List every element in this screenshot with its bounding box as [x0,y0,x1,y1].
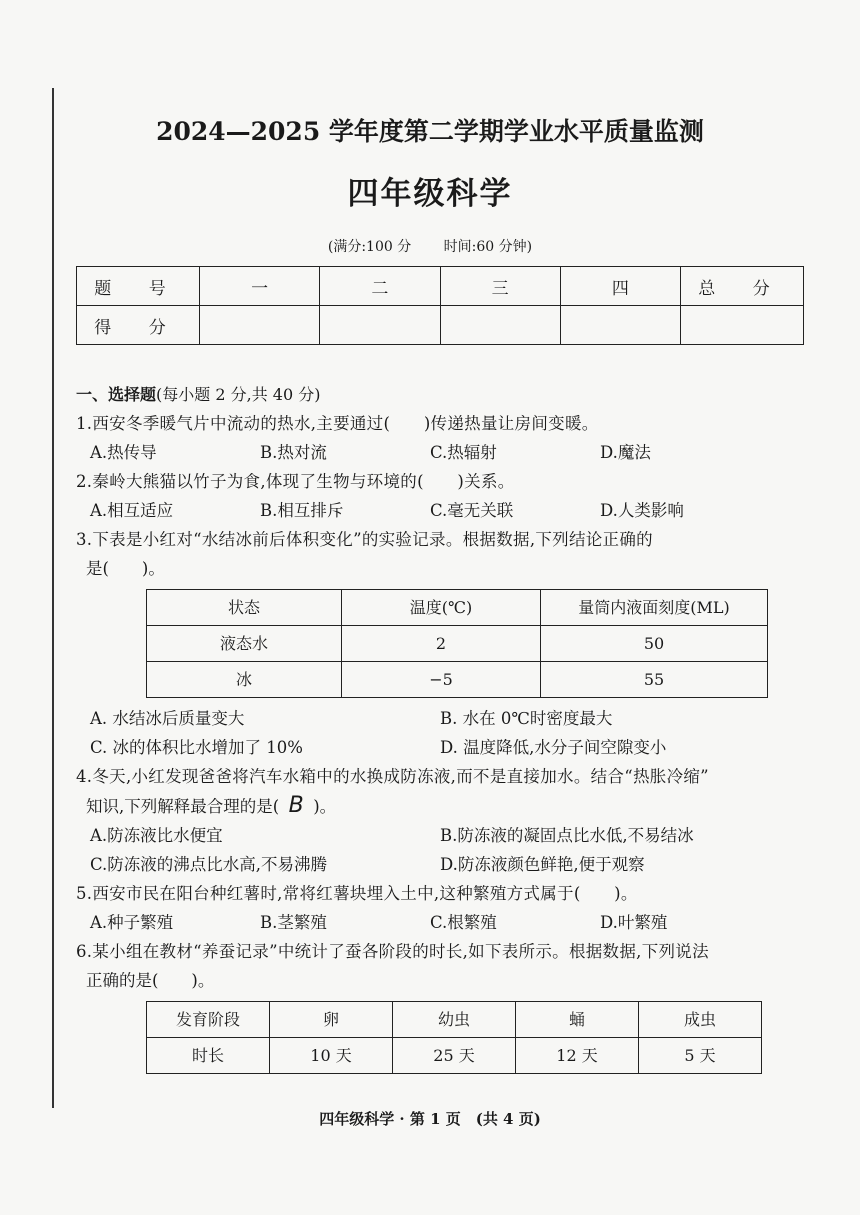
table-row [147,1038,762,1074]
question-4-stem-post: )。 [313,797,337,816]
score-header-cell: 四 [560,267,680,306]
option-a[interactable]: A.种子繁殖 [90,913,174,932]
score-header-cell: 二 [320,267,440,306]
table-cell: 时长 [147,1038,270,1074]
option-c[interactable]: C.热辐射 [430,443,497,462]
question-3-stem: 3.下表是小红对“水结冰前后体积变化”的实验记录。根据数据,下列结论正确的 [76,530,653,549]
table-header-cell: 蛹 [516,1002,639,1038]
option-c[interactable]: C.防冻液的沸点比水高,不易沸腾 [90,855,328,874]
score-table-header-row [77,267,804,306]
score-header-cell: 总 分 [681,267,804,306]
question-content [76,380,806,1080]
option-d[interactable]: D.叶繁殖 [600,913,668,932]
exam-meta [0,236,860,256]
question-5-stem: 5.西安市民在阳台种红薯时,常将红薯块埋入土中,这种繁殖方式属于( )。 [76,884,638,903]
table-header-row [147,1002,762,1038]
table-cell: 12 天 [516,1038,639,1074]
exam-time: 时间:60 分钟) [443,239,533,255]
option-a[interactable]: A.相互适应 [90,501,174,520]
table-header-cell: 状态 [147,590,342,626]
score-input-cell[interactable] [440,306,560,345]
option-d[interactable]: D.人类影响 [600,501,684,520]
question-1-stem: 1.西安冬季暖气片中流动的热水,主要通过( )传递热量让房间变暖。 [76,414,599,433]
section-note: (每小题 2 分,共 40 分) [156,385,321,404]
table-header-cell: 发育阶段 [147,1002,270,1038]
table-cell: 25 天 [393,1038,516,1074]
option-c[interactable]: C.毫无关联 [430,501,514,520]
table-cell: −5 [342,662,541,698]
question-6-stem-cont: 正确的是( )。 [86,971,215,990]
score-input-cell[interactable] [681,306,804,345]
table-header-cell: 量筒内液面刻度(ML) [541,590,768,626]
option-b[interactable]: B.相互排斥 [260,501,344,520]
table-row [147,662,768,698]
section-title: 一、选择题 [76,385,157,404]
question-3-table [146,589,768,698]
score-input-cell[interactable] [200,306,320,345]
score-header-cell: 一 [200,267,320,306]
question-5-options [76,908,806,937]
table-header-cell: 温度(℃) [342,590,541,626]
score-header-cell: 三 [440,267,560,306]
section-heading [76,380,806,409]
option-a[interactable]: A.防冻液比水便宜 [90,826,223,845]
option-b[interactable]: B.茎繁殖 [260,913,327,932]
table-cell: 5 天 [639,1038,762,1074]
option-b[interactable]: B. 水在 0℃时密度最大 [440,709,613,728]
option-d[interactable]: D. 温度降低,水分子间空隙变小 [440,738,667,757]
table-header-cell: 幼虫 [393,1002,516,1038]
option-a[interactable]: A.热传导 [90,443,157,462]
handwritten-answer: B [288,793,304,818]
table-header-cell: 成虫 [639,1002,762,1038]
option-a[interactable]: A. 水结冰后质量变大 [90,709,245,728]
exam-subject: 四年级科学 [347,176,513,212]
question-3-stem-cont: 是( )。 [86,559,165,578]
score-label-cell: 得 分 [77,306,200,345]
question-4-options-row1 [76,821,806,850]
exam-title: 2024—2025 学年度第二学期学业水平质量监测 [156,117,704,146]
question-6-stem: 6.某小组在教材“养蚕记录”中统计了蚕各阶段的时长,如下表所示。根据数据,下列说法 [76,942,709,961]
option-c[interactable]: C. 冰的体积比水增加了 10% [90,738,303,757]
table-cell: 冰 [147,662,342,698]
question-4-stem: 4.冬天,小红发现爸爸将汽车水箱中的水换成防冻液,而不是直接加水。结合“热胀冷缩” [76,767,709,786]
question-3-options-row2 [76,733,806,762]
score-header-cell: 题 号 [77,267,200,306]
table-row [147,626,768,662]
option-d[interactable]: D.防冻液颜色鲜艳,便于观察 [440,855,645,874]
question-4-options-row2 [76,850,806,879]
page-footer: 四年级科学 · 第 1 页 (共 4 页) [319,1110,541,1128]
table-cell: 液态水 [147,626,342,662]
question-4-stem-pre: 知识,下列解释最合理的是( [86,797,280,816]
score-input-cell[interactable] [320,306,440,345]
question-6-table [146,1001,762,1074]
option-b[interactable]: B.热对流 [260,443,327,462]
question-1-options [76,438,806,467]
table-cell: 50 [541,626,768,662]
option-c[interactable]: C.根繁殖 [430,913,497,932]
question-2-options [76,496,806,525]
question-4-stem-cont [76,791,806,821]
table-header-row [147,590,768,626]
table-cell: 2 [342,626,541,662]
score-input-cell[interactable] [560,306,680,345]
option-d[interactable]: D.魔法 [600,443,651,462]
table-cell: 55 [541,662,768,698]
score-table-score-row [77,306,804,345]
option-b[interactable]: B.防冻液的凝固点比水低,不易结冰 [440,826,694,845]
full-score: (满分:100 分 [327,239,412,255]
table-cell: 10 天 [270,1038,393,1074]
question-2-stem: 2.秦岭大熊猫以竹子为食,体现了生物与环境的( )关系。 [76,472,515,491]
table-header-cell: 卵 [270,1002,393,1038]
question-3-options-row1 [76,704,806,733]
score-table [76,266,804,345]
